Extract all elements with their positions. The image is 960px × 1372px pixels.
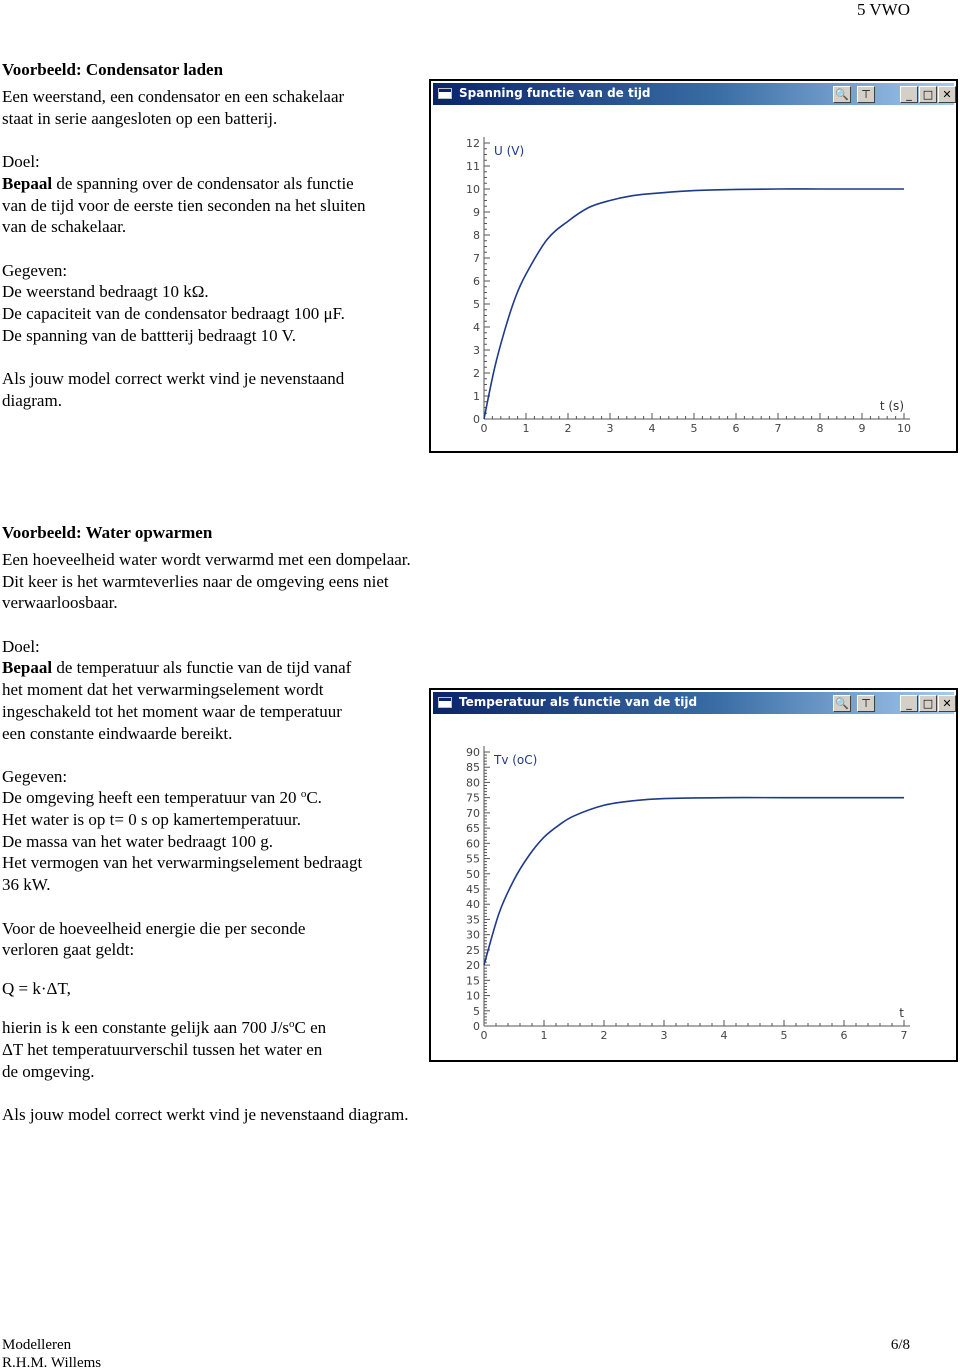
section2-gegeven-line: 36 kW. <box>2 875 51 894</box>
doel-bold: Bepaal <box>2 174 53 193</box>
y-tick-label: 4 <box>473 321 480 334</box>
zoom-button[interactable]: 🔍 <box>833 695 851 712</box>
y-tick-label: 65 <box>466 822 480 836</box>
y-tick-label: 40 <box>466 898 480 912</box>
section2-gegeven-line: Het vermogen van het verwarmingselement bedraagt <box>2 853 363 872</box>
y-tick-label: 10 <box>466 183 480 196</box>
chart-window-temperature <box>429 688 958 1062</box>
gegeven-text: C. <box>306 788 322 807</box>
footer-author: R.H.M. Willems <box>2 1355 102 1371</box>
y-axis-label: Tv (oC) <box>494 753 538 767</box>
y-tick-label: 11 <box>466 160 480 173</box>
x-tick-label: 4 <box>648 422 656 435</box>
section1-gegeven-line: De capaciteit van de condensator bedraagt 100 μF. <box>2 304 345 323</box>
footer-course: Modelleren <box>2 1337 72 1353</box>
series-line <box>484 798 904 966</box>
section2-doel-label: Doel: <box>2 637 40 656</box>
section1-heading: Voorbeeld: Condensator laden <box>2 60 224 79</box>
x-tick-label: 1 <box>522 422 530 435</box>
window-titlebar[interactable] <box>433 692 954 714</box>
y-tick-label: 50 <box>466 867 480 881</box>
section2-doel-line: ingeschakeld tot het moment waar de temperatuur <box>2 702 342 721</box>
window-app-icon <box>438 88 452 99</box>
x-tick-label: 10 <box>897 422 911 435</box>
y-tick-label: 7 <box>473 252 480 265</box>
footer-page-number: 6/8 <box>890 1337 910 1353</box>
x-tick-label: 7 <box>774 422 782 435</box>
minimize-button[interactable]: _ <box>900 86 918 103</box>
section1-doel-line: van de tijd voor de eerste tien seconden na het sluiten <box>2 196 366 215</box>
y-tick-label: 20 <box>466 959 480 973</box>
section1-intro-line: Een weerstand, een condensator en een schakelaar <box>2 87 345 106</box>
y-tick-label: 85 <box>466 761 480 775</box>
x-tick-label: 2 <box>564 422 572 435</box>
section2-intro-line: Een hoeveelheid water wordt verwarmd met een dompelaar. <box>2 550 411 569</box>
window-app-icon <box>438 697 452 708</box>
section2-gegeven-label: Gegeven: <box>2 767 68 786</box>
section2-intro-line: verwaarloosbaar. <box>2 593 118 612</box>
temperature-chart <box>431 716 956 1060</box>
x-tick-label: 8 <box>816 422 824 435</box>
x-tick-label: 0 <box>480 422 488 435</box>
x-tick-label: 6 <box>732 422 740 435</box>
section2-gegeven-line: Het water is op t= 0 s op kamertemperatuur. <box>2 810 301 829</box>
maximize-button[interactable]: □ <box>919 695 937 712</box>
doel-bold: Bepaal <box>2 658 53 677</box>
section1-conclusion-line: diagram. <box>2 391 62 410</box>
y-tick-label: 80 <box>466 776 480 790</box>
x-axis-label: t <box>899 1006 904 1020</box>
y-tick-label: 3 <box>473 344 480 357</box>
class-label: 5 VWO <box>856 0 910 19</box>
y-tick-label: 12 <box>466 137 480 150</box>
degree-sup: o <box>300 788 307 800</box>
y-tick-label: 90 <box>466 746 480 759</box>
x-tick-label: 1 <box>540 1029 548 1042</box>
close-button[interactable]: ✕ <box>938 695 956 712</box>
y-axis-label: U (V) <box>494 144 525 158</box>
x-axis-label: t (s) <box>879 399 904 413</box>
section2-hierin-line: ΔT het temperatuurverschil tussen het water en <box>2 1040 323 1059</box>
y-tick-label: 60 <box>466 837 480 851</box>
pin-button[interactable]: ⊤ <box>857 695 875 712</box>
y-tick-label: 35 <box>466 913 480 927</box>
section2-gegeven-line <box>2 788 322 808</box>
y-tick-label: 0 <box>473 413 480 426</box>
section1-gegeven-label: Gegeven: <box>2 261 68 280</box>
section2-conclusion: Als jouw model correct werkt vind je nevenstaand diagram. <box>2 1105 409 1124</box>
section2-energy-line: Voor de hoeveelheid energie die per seconde <box>2 919 306 938</box>
section2-intro-line: Dit keer is het warmteverlies naar de omgeving eens niet <box>2 572 389 591</box>
y-tick-label: 30 <box>466 928 480 942</box>
chart-window-voltage <box>429 79 958 453</box>
y-tick-label: 2 <box>473 367 480 380</box>
x-tick-label: 3 <box>660 1029 668 1042</box>
x-tick-label: 3 <box>606 422 614 435</box>
maximize-button[interactable]: □ <box>919 86 937 103</box>
section1-doel-label: Doel: <box>2 152 40 171</box>
y-tick-label: 1 <box>473 390 480 403</box>
x-tick-label: 2 <box>600 1029 608 1042</box>
section1-doel-line: van de schakelaar. <box>2 217 127 236</box>
section2-gegeven-line: De massa van het water bedraagt 100 g. <box>2 832 273 851</box>
x-tick-label: 5 <box>690 422 698 435</box>
y-tick-label: 10 <box>466 989 480 1003</box>
hierin-text: C en <box>294 1018 327 1037</box>
section2-doel-line <box>2 658 351 678</box>
pin-button[interactable]: ⊤ <box>857 86 875 103</box>
section1-gegeven-line: De weerstand bedraagt 10 kΩ. <box>2 282 209 301</box>
section2-formula: Q = k·ΔT, <box>2 979 71 998</box>
close-button[interactable]: ✕ <box>938 86 956 103</box>
y-tick-label: 15 <box>466 974 480 988</box>
doel-text: de temperatuur als functie van de tijd vanaf <box>52 658 352 677</box>
section2-energy-line: verloren gaat geldt: <box>2 940 135 959</box>
series-line <box>484 189 904 419</box>
section2-doel-line: een constante eindwaarde bereikt. <box>2 724 233 743</box>
section1-doel-line <box>2 174 354 194</box>
hierin-text: hierin is k een constante gelijk aan 700 J/s <box>2 1018 290 1037</box>
y-tick-label: 70 <box>466 806 480 820</box>
section1-gegeven-line: De spanning van de battterij bedraagt 10 V. <box>2 326 296 345</box>
y-tick-label: 25 <box>466 943 480 957</box>
x-tick-label: 4 <box>720 1029 728 1042</box>
window-titlebar[interactable] <box>433 83 954 105</box>
x-tick-label: 6 <box>840 1029 848 1042</box>
section1-conclusion-line: Als jouw model correct werkt vind je nevenstaand <box>2 369 345 388</box>
y-tick-label: 45 <box>466 883 480 896</box>
section1-intro-line: staat in serie aangesloten op een batterij. <box>2 109 278 128</box>
y-tick-label: 9 <box>473 206 480 219</box>
section2-hierin-line: de omgeving. <box>2 1062 95 1081</box>
zoom-button[interactable]: 🔍 <box>833 86 851 103</box>
y-tick-label: 0 <box>473 1020 480 1033</box>
y-tick-label: 5 <box>473 298 480 311</box>
section2-doel-line: het moment dat het verwarmingselement wordt <box>2 680 324 699</box>
window-title: Spanning functie van de tijd <box>459 86 651 100</box>
y-tick-label: 75 <box>466 791 480 805</box>
x-tick-label: 9 <box>858 422 866 435</box>
minimize-button[interactable]: _ <box>900 695 918 712</box>
y-tick-label: 6 <box>473 275 480 288</box>
section2-heading: Voorbeeld: Water opwarmen <box>2 523 213 542</box>
x-tick-label: 5 <box>780 1029 788 1042</box>
degree-sup: o <box>289 1018 295 1030</box>
y-tick-label: 8 <box>473 229 480 242</box>
y-tick-label: 55 <box>466 852 480 866</box>
gegeven-text: De omgeving heeft een temperatuur van 20 <box>2 788 301 807</box>
doel-text: de spanning over de condensator als functie <box>52 174 354 193</box>
y-tick-label: 5 <box>473 1004 480 1018</box>
voltage-chart <box>431 107 956 451</box>
x-tick-label: 7 <box>900 1029 908 1042</box>
section2-hierin-line <box>2 1018 326 1038</box>
x-tick-label: 0 <box>480 1029 488 1042</box>
window-title: Temperatuur als functie van de tijd <box>459 695 698 709</box>
